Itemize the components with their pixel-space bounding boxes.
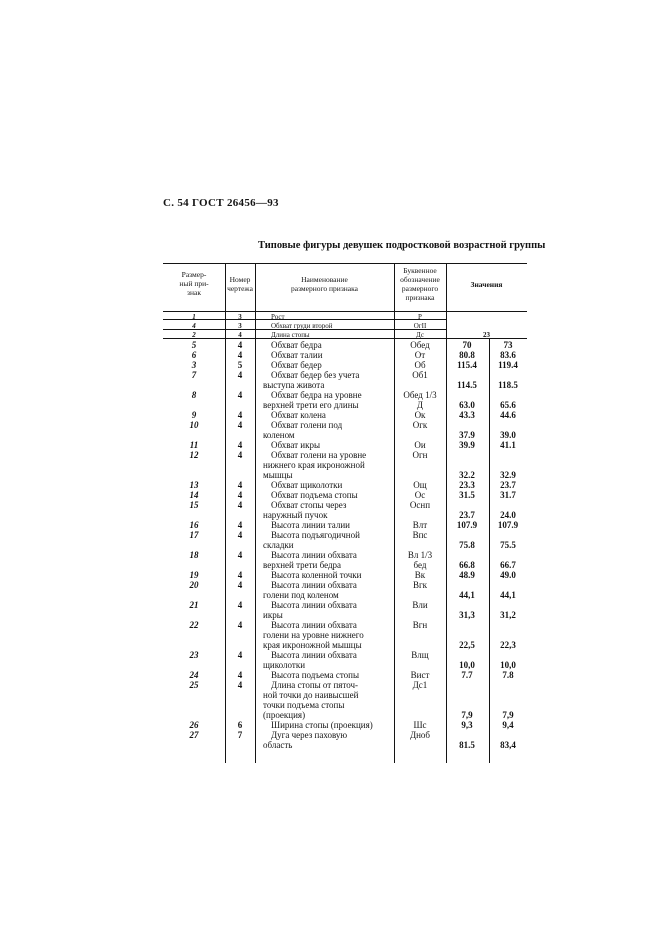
- row-drawing: 3: [238, 322, 242, 330]
- row-name: голени под коленом: [263, 590, 339, 600]
- row-value-1: 75.8: [459, 540, 475, 550]
- row-symbol: Обед: [410, 340, 430, 350]
- row-name: верхней трети бедра: [263, 560, 342, 570]
- row-name: наружный пучок: [263, 510, 328, 520]
- row-name: Высота линии обхвата: [271, 620, 357, 630]
- row-name: Высота линии обхвата: [271, 600, 357, 610]
- row-name: Дуга через паховую: [271, 730, 348, 740]
- row-value-1: 31.5: [459, 490, 475, 500]
- row-value-1: 10,0: [459, 660, 475, 670]
- row-name: коленом: [263, 430, 295, 440]
- row-num: 26: [189, 720, 199, 730]
- row-symbol: Влщ: [411, 650, 429, 660]
- row-value-1: 70: [462, 340, 472, 350]
- row-value-2: 119.4: [498, 360, 518, 370]
- row-value-1: 7,9: [461, 710, 473, 720]
- row-name: Обхват талии: [271, 350, 323, 360]
- row-value-1: 9,3: [461, 720, 473, 730]
- row-num: 2: [192, 331, 196, 339]
- row-symbol: Ои: [414, 440, 426, 450]
- row-symbol: Ос: [414, 490, 426, 500]
- row-value-1: 48.9: [459, 570, 475, 580]
- row-value-2: 9,4: [502, 720, 514, 730]
- row-drawing: 4: [237, 350, 243, 360]
- row-name: Высота коленной точки: [271, 570, 362, 580]
- row-value-1: 66.8: [459, 560, 475, 570]
- row-value-2: 31.7: [500, 490, 516, 500]
- row-symbol: Оснп: [409, 500, 431, 510]
- row-name: Обхват щиколотки: [271, 480, 343, 490]
- row-value-1: 39.9: [459, 440, 475, 450]
- row-name: (проекция): [263, 710, 306, 720]
- row-symbol: Ок: [414, 410, 426, 420]
- row-drawing: 4: [237, 670, 243, 680]
- row-num: 10: [189, 420, 199, 430]
- row-num: 19: [189, 570, 199, 580]
- row-value-2: 41.1: [500, 440, 516, 450]
- row-name: Высота подъема стопы: [271, 670, 360, 680]
- row-value-2: 10,0: [500, 660, 516, 670]
- row-value-2: 83.6: [500, 350, 516, 360]
- row-name: голени на уровне нижнего: [263, 630, 364, 640]
- row-num: 27: [189, 730, 199, 740]
- row-value-1: 63.0: [459, 400, 475, 410]
- row-value-1: 7.7: [461, 670, 473, 680]
- row-drawing: 4: [237, 680, 243, 690]
- row-value-1: 115.4: [457, 360, 477, 370]
- row-name: Ширина стопы (проекция): [271, 720, 373, 730]
- row-name: Высота подъягодичной: [271, 530, 360, 540]
- row-symbol: Дс1: [412, 680, 428, 690]
- row-drawing: 4: [237, 440, 243, 450]
- row-name: Рост: [271, 313, 285, 321]
- row-value-1: 32.2: [459, 470, 475, 480]
- row-value-2: 83,4: [500, 740, 516, 750]
- row-name: края икроножной мышцы: [263, 640, 362, 650]
- row-value-2: 7,9: [502, 710, 514, 720]
- row-drawing: 4: [237, 570, 243, 580]
- row-num: 8: [191, 390, 197, 400]
- row-num: 7: [191, 370, 197, 380]
- row-name: Обхват бедер без учета: [271, 370, 360, 380]
- row-drawing: 4: [237, 650, 243, 660]
- row-value-2: 23.7: [500, 480, 516, 490]
- row-value-2: 44.6: [500, 410, 516, 420]
- row-name: ной точки до наивысшей: [263, 690, 359, 700]
- row-symbol: Об1: [412, 370, 428, 380]
- row-drawing: 4: [237, 580, 243, 590]
- table-top-border: [163, 263, 527, 264]
- row-value-1: 80.8: [459, 350, 475, 360]
- row-value-1: 43.3: [459, 410, 475, 420]
- row-num: 1: [192, 313, 196, 321]
- row-drawing: 4: [237, 620, 243, 630]
- row-num: 16: [189, 520, 199, 530]
- row-drawing: 4: [237, 420, 243, 430]
- row-value-1: 114.5: [457, 380, 477, 390]
- header-num: Размер- ный при- знак: [179, 270, 209, 297]
- row-value-2: 49.0: [500, 570, 516, 580]
- row-drawing: 4: [237, 600, 243, 610]
- row-name: Обхват груди второй: [271, 322, 333, 330]
- row-num: 15: [189, 500, 199, 510]
- row-symbol: Вк: [414, 570, 426, 580]
- row-name: нижнего края икроножной: [263, 460, 365, 470]
- row-value-2: 44,1: [500, 590, 516, 600]
- row-name: Обхват колена: [271, 410, 326, 420]
- row-symbol: Огн: [412, 450, 428, 460]
- row-name: Обхват голени под: [271, 420, 343, 430]
- row-symbol: Вл 1/3: [407, 550, 433, 560]
- row-num: 11: [189, 440, 199, 450]
- row-value-1: 44,1: [459, 590, 475, 600]
- row-num: 6: [191, 350, 197, 360]
- row-num: 24: [189, 670, 199, 680]
- row-name: Длина стопы: [271, 331, 310, 339]
- row-name: Высота линии талии: [271, 520, 350, 530]
- row-num: 18: [189, 550, 199, 560]
- row-value-2: 65.6: [500, 400, 516, 410]
- row-name: область: [263, 740, 293, 750]
- row-value-2: 39.0: [500, 430, 516, 440]
- row-value-1: 23: [483, 331, 490, 339]
- header-symbol: Буквенное обозначение размерного признака: [400, 266, 440, 302]
- row-drawing: 4: [237, 370, 243, 380]
- row-name: складки: [263, 540, 294, 550]
- row-value-2: 66.7: [500, 560, 516, 570]
- row-name: выступа живота: [263, 380, 325, 390]
- row-num: 5: [191, 340, 197, 350]
- row-num: 20: [189, 580, 199, 590]
- row-value-2: 24.0: [500, 510, 516, 520]
- row-symbol: Вгн: [412, 620, 428, 630]
- row-drawing: 6: [237, 720, 243, 730]
- row-value-2: 7.8: [502, 670, 514, 680]
- row-value-1: 23.3: [459, 480, 475, 490]
- row-drawing: 4: [237, 520, 243, 530]
- header-values: Значения: [470, 280, 503, 289]
- row-symbol: Впс: [412, 530, 428, 540]
- row-name: Высота линии обхвата: [271, 550, 357, 560]
- row-drawing: 5: [237, 360, 243, 370]
- row-value-1: 22,5: [459, 640, 475, 650]
- row-symbol: Об: [414, 360, 426, 370]
- row-name: Обхват подъема стопы: [271, 490, 358, 500]
- row-symbol: Шс: [413, 720, 427, 730]
- row-value-2: 107.9: [497, 520, 519, 530]
- row-drawing: 4: [237, 480, 243, 490]
- row-value-1: 31,3: [459, 610, 475, 620]
- row-symbol: Вист: [410, 670, 430, 680]
- table-title: Типовые фигуры девушек подростковой возрастной группы: [258, 240, 546, 251]
- row-name: Обхват бедер: [271, 360, 322, 370]
- row-name: Обхват голени на уровне: [271, 450, 367, 460]
- row-drawing: 4: [237, 340, 243, 350]
- row-value-2: 31,2: [500, 610, 516, 620]
- row-name: щиколотки: [263, 660, 306, 670]
- row-symbol: Дноб: [409, 730, 431, 740]
- row-drawing: 4: [238, 331, 242, 339]
- row-symbol: Вгк: [412, 580, 428, 590]
- row-name: верхней трети его длины: [263, 400, 359, 410]
- row-value-1: 107.9: [456, 520, 478, 530]
- row-value-2: 73: [503, 340, 513, 350]
- row-name: точки подъема стопы: [263, 700, 345, 710]
- row-num: 3: [191, 360, 197, 370]
- row-symbol: Влт: [412, 520, 428, 530]
- row-value-2: 22,3: [500, 640, 516, 650]
- row-name: Обхват икры: [271, 440, 321, 450]
- row-drawing: 4: [237, 450, 243, 460]
- row-num: 12: [189, 450, 199, 460]
- row-num: 23: [189, 650, 199, 660]
- row-num: 9: [191, 410, 197, 420]
- measurements-table: [163, 263, 527, 763]
- row-num: 13: [189, 480, 199, 490]
- row-num: 17: [189, 530, 199, 540]
- header-drawing: Номер чертежа: [227, 275, 253, 293]
- row-value-2: 32.9: [500, 470, 516, 480]
- row-drawing: 4: [237, 530, 243, 540]
- row-symbol: Обед 1/3: [403, 390, 437, 400]
- row-symbol: бед: [413, 560, 427, 570]
- row-name: Высота линии обхвата: [271, 580, 357, 590]
- row-symbol: Р: [418, 313, 422, 321]
- row-name: Высота линии обхвата: [271, 650, 357, 660]
- row-symbol: Огк: [412, 420, 428, 430]
- row-symbol: Ощ: [413, 480, 427, 490]
- row-drawing: 4: [237, 550, 243, 560]
- row-drawing: 4: [237, 490, 243, 500]
- row-num: 25: [189, 680, 199, 690]
- row-name: Обхват бедра на уровне: [271, 390, 362, 400]
- row-num: 4: [192, 322, 196, 330]
- row-num: 21: [189, 600, 199, 610]
- row-drawing: 4: [237, 390, 243, 400]
- row-value-1: 37.9: [459, 430, 475, 440]
- row-value-2: 75.5: [500, 540, 516, 550]
- row-symbol: ОгII: [413, 322, 427, 330]
- row-symbol: Дс: [416, 331, 424, 339]
- row-name: Длина стопы от пяточ-: [271, 680, 359, 690]
- row-name: мышцы: [263, 470, 293, 480]
- row-drawing: 7: [237, 730, 243, 740]
- row-num: 14: [189, 490, 199, 500]
- row-value-1: 23.7: [459, 510, 475, 520]
- row-value-2: 118.5: [498, 380, 518, 390]
- row-num: 22: [189, 620, 199, 630]
- row-name: Обхват бедра: [271, 340, 322, 350]
- row-drawing: 4: [237, 410, 243, 420]
- row-value-1: 81.5: [459, 740, 475, 750]
- row-drawing: 3: [238, 313, 242, 321]
- row-symbol: Д: [416, 400, 424, 410]
- row-symbol: Вли: [412, 600, 428, 610]
- column-divider: [255, 263, 256, 763]
- header-name: Наименование размерного признака: [291, 275, 358, 293]
- page-header: С. 54 ГОСТ 26456—93: [163, 197, 279, 209]
- row-drawing: 4: [237, 500, 243, 510]
- row-name: икры: [263, 610, 283, 620]
- row-symbol: От: [414, 350, 426, 360]
- row-name: Обхват стопы через: [271, 500, 347, 510]
